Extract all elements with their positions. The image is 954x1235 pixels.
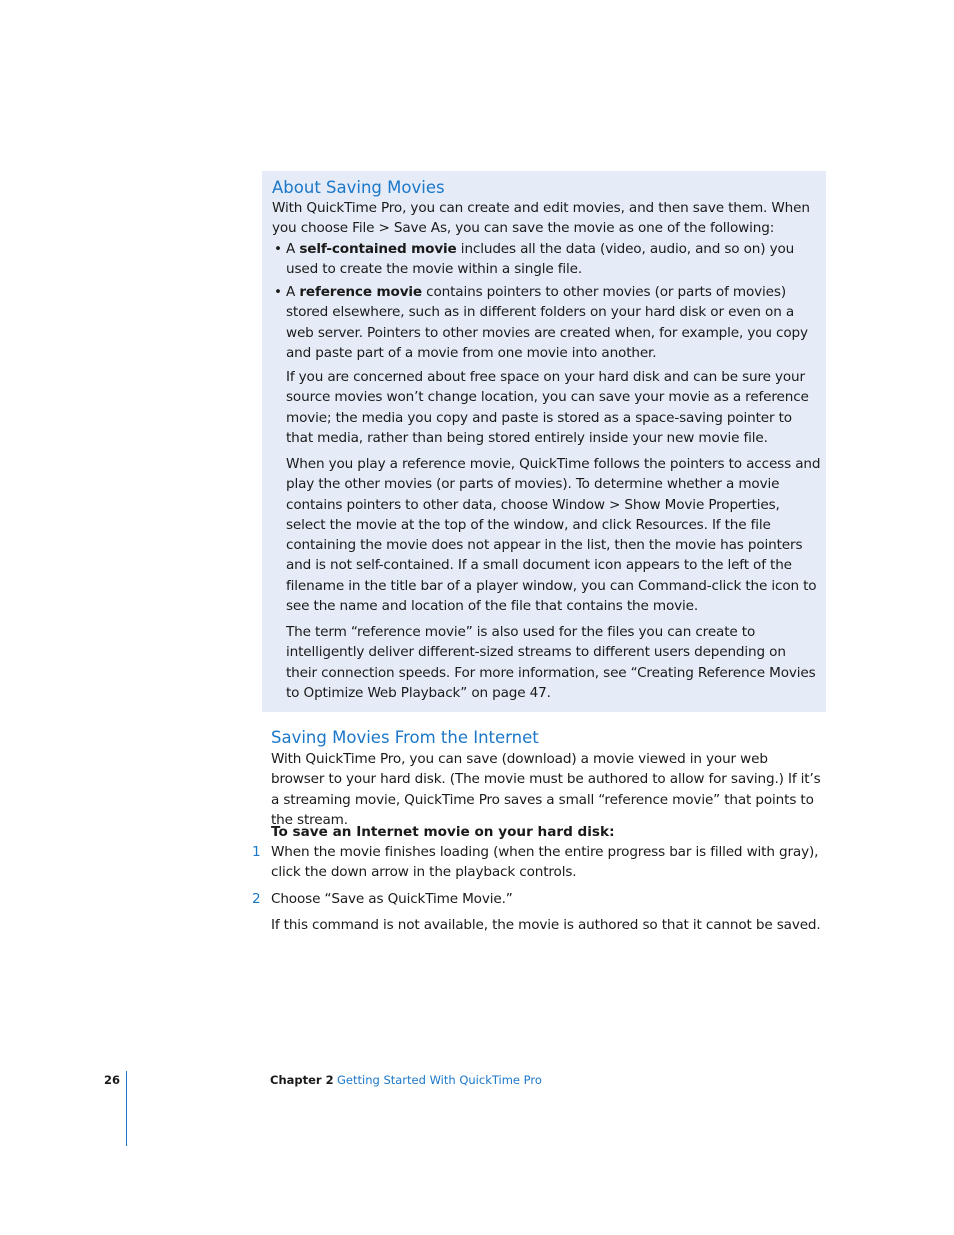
footer-rule xyxy=(126,1071,127,1146)
bullet-marker: • xyxy=(274,241,283,257)
footer-chapter: Chapter 2 xyxy=(270,1073,334,1087)
step-number: 1 xyxy=(252,844,261,860)
term-self-contained: self-contained movie xyxy=(299,241,457,257)
step-note: If this command is not available, the movie is authored so that it cannot be saved. xyxy=(271,917,821,933)
term-reference: reference movie xyxy=(299,284,422,300)
internet-intro-paragraph: With QuickTime Pro, you can save (download) a movie viewed in your web browser to your hard disk. (The movie must be authored to allow for saving.) If it’s a streaming movie, QuickTime Pro saves a small “reference movie” that points to the stream. xyxy=(271,751,821,828)
bullet-self-contained: A self-contained movie includes all the data (video, audio, and so on) you used to create the movie within a single file. xyxy=(286,241,795,278)
section-heading-internet: Saving Movies From the Internet xyxy=(271,728,539,747)
step-text: When the movie finishes loading (when the entire progress bar is filled with gray), click the down arrow in the playback controls. xyxy=(271,844,819,881)
footer-chapter-title: Getting Started With QuickTime Pro xyxy=(337,1073,542,1087)
play-reference-paragraph: When you play a reference movie, QuickTime follows the pointers to access and play the other movies (or parts of movies). To determine whether a movie contains pointers to other data, choose Window > Show Movie Properties, select the movie at the top of the window, and click Resources. If the file containing the movie does not appear in the list, then the movie has pointers and is not self-contained. If a small document icon appears to the left of the filename in the title bar of a player window, you can Command-click the icon to see the name and location of the file that contains the movie. xyxy=(286,456,821,615)
bullet-reference: A reference movie contains pointers to other movies (or parts of movies) stored elsewhere, such as in different folders on your hard disk or even on a web server. Pointers to other movies are created when, for example, you copy and paste part of a movie from one movie into another. xyxy=(286,284,808,361)
step-number: 2 xyxy=(252,891,261,907)
step-text: Choose “Save as QuickTime Movie.” xyxy=(271,891,513,907)
term-reference-paragraph: The term “reference movie” is also used for the files you can create to intelligently deliver different-sized streams to different users depending on their connection speeds. For more information, see “Creating Reference Movies to Optimize Web Playback” on page 47. xyxy=(286,624,816,701)
page-number: 26 xyxy=(104,1073,121,1087)
task-lead: To save an Internet movie on your hard disk: xyxy=(271,824,615,840)
section-heading-about-saving: About Saving Movies xyxy=(272,178,445,197)
free-space-paragraph: If you are concerned about free space on your hard disk and can be sure your source movies won’t change location, you can save your movie as a reference movie; the media you copy and paste is stored as a space-saving pointer to that media, rather than being stored entirely inside your new movie file. xyxy=(286,369,809,446)
bullet-marker: • xyxy=(274,284,283,300)
about-intro-paragraph: With QuickTime Pro, you can create and edit movies, and then save them. When you choose File > Save As, you can save the movie as one of the following: xyxy=(272,200,810,237)
